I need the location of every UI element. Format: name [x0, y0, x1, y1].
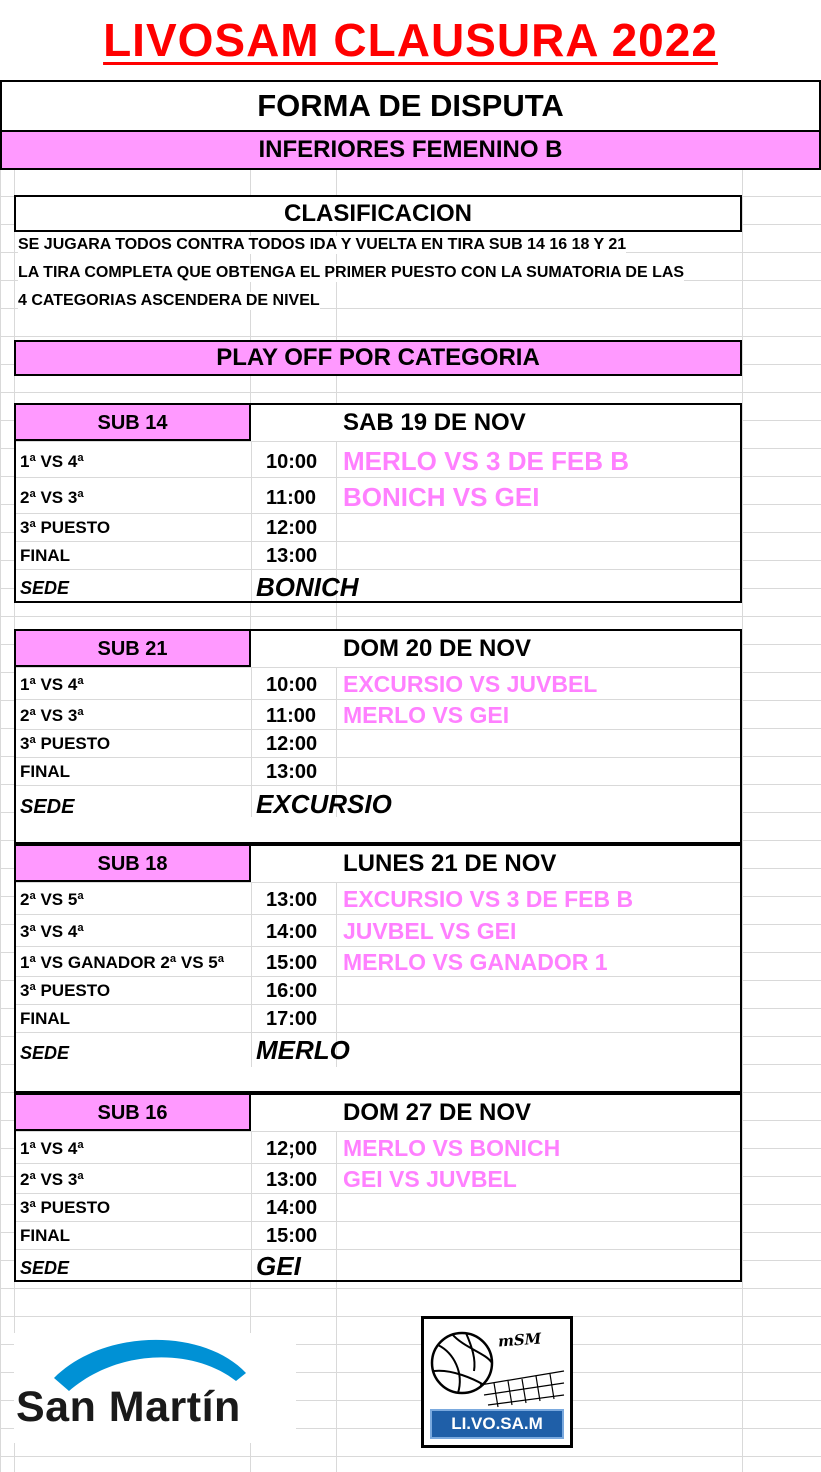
category-label: SUB 16: [16, 1095, 251, 1131]
round-label: 2ª VS 3ª: [20, 488, 84, 507]
match-teams: MERLO VS GEI: [343, 702, 510, 728]
round-label: 3ª PUESTO: [20, 1198, 111, 1217]
sede-label: SEDE: [20, 578, 70, 598]
page-title: [0, 0, 821, 80]
san-martin-wordmark: San Martín: [16, 1383, 241, 1431]
round-label: FINAL: [20, 1226, 71, 1245]
match-teams: MERLO VS GANADOR 1: [343, 949, 608, 975]
playoff-block-sub16: [14, 1093, 742, 1282]
table-row: [16, 976, 740, 1005]
round-label: 1ª VS GANADOR 2ª VS 5ª: [20, 953, 225, 972]
round-label: 2ª VS 5ª: [20, 890, 84, 909]
table-row: [16, 1004, 740, 1033]
table-row: [16, 1163, 740, 1194]
match-time: 15:00: [266, 1225, 318, 1247]
round-label: FINAL: [20, 1009, 71, 1028]
match-time: 16:00: [266, 980, 318, 1002]
category-label: SUB 21: [16, 631, 251, 667]
match-time: 12:00: [266, 517, 318, 539]
clasificacion-heading: CLASIFICACION: [14, 195, 742, 232]
playoff-block-sub18: [14, 844, 742, 1093]
round-label: 3ª PUESTO: [20, 734, 111, 753]
division-banner: INFERIORES FEMENINO B: [0, 130, 821, 170]
match-time: 14:00: [266, 921, 318, 943]
round-label: FINAL: [20, 762, 71, 781]
round-label: FINAL: [20, 546, 71, 565]
sede-value: GEI: [256, 1251, 301, 1281]
livosam-label: LI.VO.SA.M: [430, 1409, 564, 1439]
match-time: 15:00: [266, 952, 318, 974]
table-row: [16, 699, 740, 730]
match-time: 13:00: [266, 761, 318, 783]
sede-row: [16, 569, 740, 602]
livosam-logo: [421, 1316, 573, 1448]
rule-line-2: LA TIRA COMPLETA QUE OBTENGA EL PRIMER PUESTO CON LA SUMATORIA DE LAS: [18, 264, 685, 281]
san-martin-logo: [14, 1333, 296, 1443]
sede-row: [16, 1249, 740, 1281]
match-teams: EXCURSIO VS JUVBEL: [343, 671, 598, 697]
round-label: 2ª VS 3ª: [20, 706, 84, 725]
sede-label: SEDE: [20, 1043, 70, 1063]
block-date: DOM 20 DE NOV: [343, 635, 532, 662]
rule-line-1: SE JUGARA TODOS CONTRA TODOS IDA Y VUELTA EN TIRA SUB 14 16 18 Y 21: [18, 236, 627, 253]
match-teams: BONICH VS GEI: [343, 482, 540, 512]
table-row: [16, 477, 740, 514]
match-time: 12;00: [266, 1138, 318, 1160]
match-teams: MERLO VS BONICH: [343, 1135, 561, 1161]
round-label: 1ª VS 4ª: [20, 675, 84, 694]
table-row: [16, 1221, 740, 1250]
match-time: 10:00: [266, 674, 318, 696]
sede-label: SEDE: [20, 796, 75, 818]
category-label: SUB 14: [16, 405, 251, 441]
match-time: 17:00: [266, 1008, 318, 1030]
playoff-block-sub21: [14, 629, 742, 844]
sede-value: BONICH: [256, 572, 359, 602]
block-date: SAB 19 DE NOV: [343, 409, 526, 436]
sede-row: [16, 1032, 740, 1067]
round-label: 3ª PUESTO: [20, 981, 111, 1000]
match-time: 13:00: [266, 889, 318, 911]
match-time: 13:00: [266, 545, 318, 567]
match-time: 11:00: [266, 705, 317, 727]
sede-value: MERLO: [256, 1035, 350, 1065]
block-date: LUNES 21 DE NOV: [343, 850, 557, 877]
table-row: [16, 667, 740, 700]
table-row: [16, 882, 740, 915]
match-time: 10:00: [266, 451, 318, 473]
subtitle-banner: FORMA DE DISPUTA: [0, 80, 821, 130]
round-label: 3ª VS 4ª: [20, 922, 84, 941]
table-row: [16, 1131, 740, 1164]
round-label: 3ª PUESTO: [20, 518, 111, 537]
table-row: [16, 729, 740, 758]
round-label: 1ª VS 4ª: [20, 452, 84, 471]
round-label: 2ª VS 3ª: [20, 1170, 84, 1189]
table-row: [16, 541, 740, 570]
match-teams: GEI VS JUVBEL: [343, 1166, 517, 1192]
category-label: SUB 18: [16, 846, 251, 882]
msm-text: mSM: [497, 1329, 542, 1351]
rule-line-3: 4 CATEGORIAS ASCENDERA DE NIVEL: [18, 292, 320, 309]
playoff-heading: PLAY OFF POR CATEGORIA: [14, 340, 742, 376]
match-time: 14:00: [266, 1197, 318, 1219]
block-date: DOM 27 DE NOV: [343, 1099, 532, 1126]
match-teams: MERLO VS 3 DE FEB B: [343, 446, 630, 476]
table-row: [16, 757, 740, 786]
table-row: [16, 946, 740, 977]
round-label: 1ª VS 4ª: [20, 1139, 84, 1158]
title-text: LIVOSAM CLAUSURA 2022: [103, 14, 718, 66]
match-time: 12:00: [266, 733, 318, 755]
match-time: 11:00: [266, 487, 317, 509]
sede-row: [16, 785, 740, 822]
sede-value: EXCURSIO: [256, 789, 392, 819]
match-teams: JUVBEL VS GEI: [343, 918, 517, 944]
table-row: [16, 914, 740, 947]
sede-label: SEDE: [20, 1258, 70, 1278]
playoff-block-sub14: [14, 403, 742, 603]
match-time: 13:00: [266, 1169, 318, 1191]
table-row: [16, 513, 740, 542]
match-teams: EXCURSIO VS 3 DE FEB B: [343, 886, 634, 912]
table-row: [16, 1193, 740, 1222]
table-row: [16, 441, 740, 478]
